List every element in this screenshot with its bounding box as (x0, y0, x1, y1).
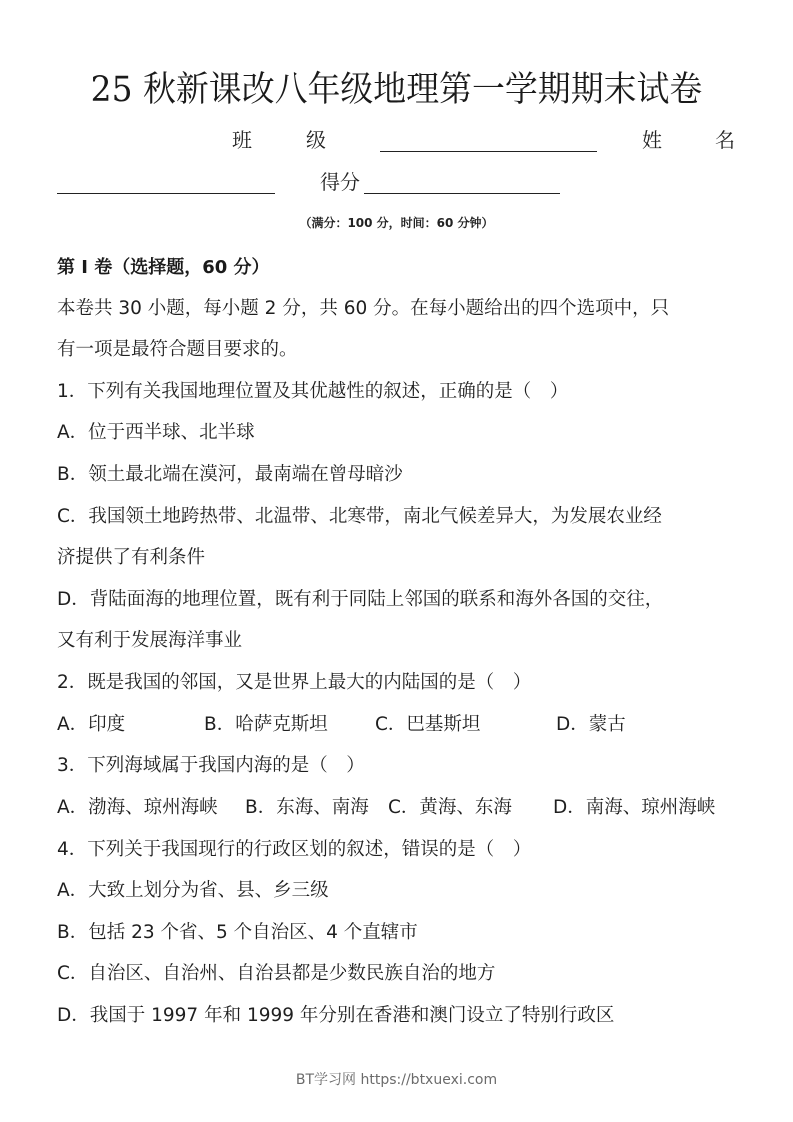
q1-option-d-cont: 又有利于发展海洋事业 (57, 630, 243, 651)
question-stem-4: 4．下列关于我国现行的行政区划的叙述，错误的是（ ） (57, 839, 532, 860)
q4-option-a: A．大致上划分为省、县、乡三级 (57, 880, 329, 901)
q4-option-c: C．自治区、自治州、自治县都是少数民族自治的地方 (57, 963, 496, 984)
score-label: 得分 (320, 170, 360, 194)
q2-option-b: B．哈萨克斯坦 (204, 714, 328, 735)
q1-option-b: B．领土最北端在漠河，最南端在曾母暗沙 (57, 464, 403, 485)
q1-option-c-cont: 济提供了有利条件 (57, 547, 206, 568)
exam-meta: （满分：100 分，时间：60 分钟） (299, 216, 494, 230)
question-stem-1: 1．下列有关我国地理位置及其优越性的叙述，正确的是（ ） (57, 381, 569, 402)
question-stem-2: 2．既是我国的邻国，又是世界上最大的内陆国的是（ ） (57, 672, 532, 693)
exam-title: 25 秋新课改八年级地理第一学期期末试卷 (90, 70, 703, 110)
q1-option-d: D．背陆面海的地理位置，既有利于同陆上邻国的联系和海外各国的交往， (57, 589, 664, 610)
class-label-char-1: 班 (232, 128, 252, 152)
footer-watermark: BT学习网 https://btxuexi.com (295, 1072, 498, 1088)
q3-option-d: D．南海、琼州海峡 (553, 797, 716, 818)
q1-option-c: C．我国领土地跨热带、北温带、北寒带，南北气候差异大，为发展农业经 (57, 506, 662, 527)
question-stem-3: 3．下列海域属于我国内海的是（ ） (57, 755, 365, 776)
q3-option-b: B．东海、南海 (245, 797, 369, 818)
q4-option-d: D．我国于 1997 年和 1999 年分别在香港和澳门设立了特别行政区 (57, 1005, 615, 1026)
score-blank-line[interactable] (364, 193, 560, 194)
q2-option-a: A．印度 (57, 714, 126, 735)
name-label-char-2: 名 (715, 128, 735, 152)
q2-option-d: D．蒙古 (556, 714, 626, 735)
name-label-char-1: 姓 (642, 128, 662, 152)
name-blank-line[interactable] (57, 193, 275, 194)
q4-option-b: B．包括 23 个省、5 个自治区、4 个直辖市 (57, 922, 418, 943)
class-label-char-2: 级 (306, 128, 326, 152)
q3-option-a: A．渤海、琼州海峡 (57, 797, 218, 818)
q2-option-c: C．巴基斯坦 (375, 714, 481, 735)
class-blank-line[interactable] (380, 151, 597, 152)
section-heading: 第 I 卷（选择题，60 分） (57, 257, 270, 278)
section-intro-line: 本卷共 30 小题，每小题 2 分，共 60 分。在每小题给出的四个选项中，只 (57, 298, 670, 319)
section-intro-line: 有一项是最符合题目要求的。 (57, 339, 298, 360)
q1-option-a: A．位于西半球、北半球 (57, 422, 255, 443)
q3-option-c: C．黄海、东海 (388, 797, 512, 818)
